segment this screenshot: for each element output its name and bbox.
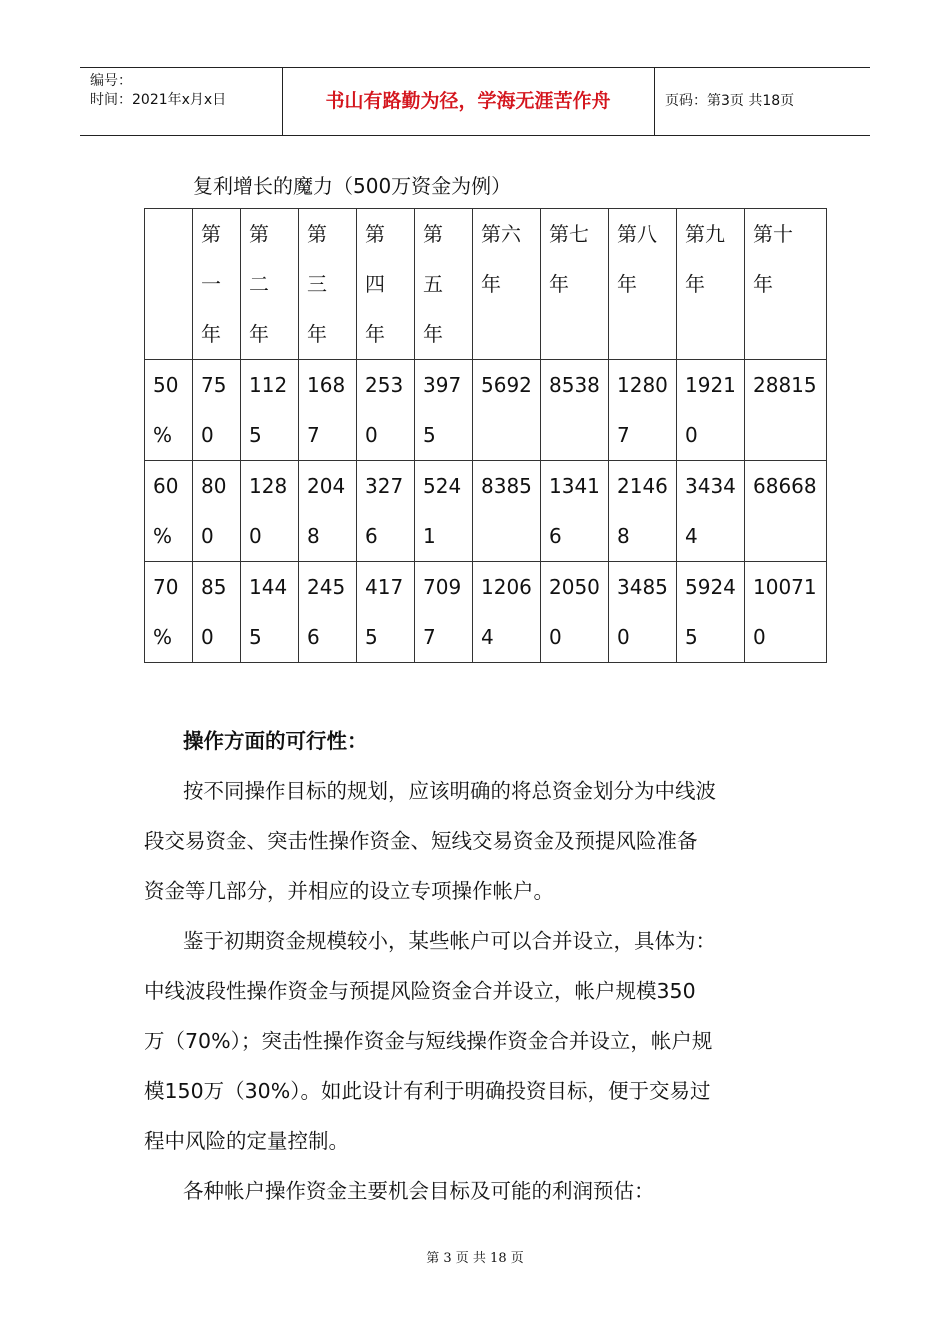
section-heading: 操作方面的可行性：: [183, 729, 368, 753]
cell-text: 1206: [481, 575, 532, 599]
cell-text: 5: [249, 423, 262, 447]
paragraph-line: 程中风险的定量控制。: [144, 1129, 349, 1153]
cell-text: 0: [201, 524, 214, 548]
cell-text: 1341: [549, 474, 600, 498]
value-cell: [193, 360, 241, 461]
page-header: [80, 67, 870, 136]
cell-text: 年: [549, 272, 569, 296]
cell-text: 第六: [481, 222, 521, 246]
cell-text: 四: [365, 272, 385, 296]
cell-text: 6: [365, 524, 378, 548]
value-cell: [241, 461, 299, 562]
cell-text: 0: [249, 524, 262, 548]
cell-text: 50: [153, 373, 179, 397]
year-header-cell: [357, 209, 415, 360]
cell-text: 第: [201, 222, 221, 246]
cell-text: 7: [617, 423, 630, 447]
cell-text: %: [153, 423, 173, 447]
cell-text: 5924: [685, 575, 736, 599]
cell-text: 5: [249, 625, 262, 649]
cell-text: 4: [685, 524, 698, 548]
rate-cell: [145, 461, 193, 562]
paragraph-line: 各种帐户操作资金主要机会目标及可能的利润预估：: [183, 1179, 655, 1203]
value-cell: [541, 461, 609, 562]
value-cell: [745, 461, 827, 562]
value-cell: [473, 461, 541, 562]
cell-text: 一: [201, 272, 221, 296]
cell-text: 5: [423, 423, 436, 447]
cell-text: 709: [423, 575, 462, 599]
value-cell: [609, 461, 677, 562]
cell-text: 第: [423, 222, 443, 246]
table-row: [145, 562, 827, 663]
paragraph-line: 按不同操作目标的规划，应该明确的将总资金划分为中线波: [183, 779, 716, 803]
cell-text: 三: [307, 272, 327, 296]
cell-text: 85: [201, 575, 227, 599]
cell-text: 68668: [753, 474, 817, 498]
value-cell: [193, 461, 241, 562]
value-cell: [745, 562, 827, 663]
header-divider: [654, 68, 655, 135]
page-footer: 第 3 页 共 18 页: [426, 1251, 524, 1266]
cell-text: 二: [249, 272, 269, 296]
paragraph-line: 万（70%）；突击性操作资金与短线操作资金合并设立，帐户规: [144, 1029, 713, 1053]
cell-text: 1921: [685, 373, 736, 397]
cell-text: 0: [549, 625, 562, 649]
cell-text: 75: [201, 373, 227, 397]
serial-label: 编号：: [90, 73, 132, 89]
cell-text: 10071: [753, 575, 817, 599]
cell-text: 70: [153, 575, 179, 599]
paragraph-line: 段交易资金、突击性操作资金、短线交易资金及预提风险准备: [144, 829, 698, 853]
header-meta: [90, 72, 226, 110]
year-header-cell: [241, 209, 299, 360]
table-row: [145, 360, 827, 461]
year-header-cell: [473, 209, 541, 360]
header-divider: [282, 68, 283, 135]
cell-text: 327: [365, 474, 404, 498]
cell-text: 0: [753, 625, 766, 649]
value-cell: [357, 360, 415, 461]
cell-text: 年: [201, 322, 221, 346]
cell-text: 8: [307, 524, 320, 548]
value-cell: [677, 461, 745, 562]
cell-text: 2050: [549, 575, 600, 599]
value-cell: [415, 461, 473, 562]
cell-text: 第七: [549, 222, 589, 246]
cell-text: 112: [249, 373, 288, 397]
cell-text: 5: [365, 625, 378, 649]
year-header-cell: [415, 209, 473, 360]
value-cell: [473, 562, 541, 663]
value-cell: [241, 562, 299, 663]
value-cell: [299, 461, 357, 562]
cell-text: 60: [153, 474, 179, 498]
cell-text: 3434: [685, 474, 736, 498]
cell-text: %: [153, 524, 173, 548]
cell-text: 年: [307, 322, 327, 346]
paragraph-line: 模150万（30%）。如此设计有利于明确投资目标，便于交易过: [144, 1079, 711, 1103]
value-cell: [473, 360, 541, 461]
year-header-cell: [193, 209, 241, 360]
cell-text: 28815: [753, 373, 817, 397]
cell-text: %: [153, 625, 173, 649]
cell-text: 7: [423, 625, 436, 649]
cell-text: 年: [753, 272, 773, 296]
paragraph-line: 资金等几部分，并相应的设立专项操作帐户。: [144, 879, 554, 903]
cell-text: 第十: [753, 222, 793, 246]
cell-text: 80: [201, 474, 227, 498]
cell-text: 524: [423, 474, 462, 498]
cell-text: 5692: [481, 373, 532, 397]
year-header-cell: [609, 209, 677, 360]
cell-text: 年: [423, 322, 443, 346]
table-corner-cell: [145, 209, 193, 360]
cell-text: 第: [307, 222, 327, 246]
cell-text: 417: [365, 575, 404, 599]
cell-text: 8538: [549, 373, 600, 397]
cell-text: 0: [617, 625, 630, 649]
cell-text: 144: [249, 575, 288, 599]
cell-text: 7: [307, 423, 320, 447]
cell-text: 397: [423, 373, 462, 397]
cell-text: 第: [249, 222, 269, 246]
value-cell: [415, 562, 473, 663]
cell-text: 0: [201, 625, 214, 649]
cell-text: 3485: [617, 575, 668, 599]
cell-text: 第: [365, 222, 385, 246]
rate-cell: [145, 360, 193, 461]
table-caption: 复利增长的魔力（500万资金为例）: [193, 174, 512, 198]
cell-text: 0: [201, 423, 214, 447]
value-cell: [193, 562, 241, 663]
cell-text: 6: [307, 625, 320, 649]
cell-text: 8: [617, 524, 630, 548]
cell-text: 1280: [617, 373, 668, 397]
year-header-cell: [541, 209, 609, 360]
value-cell: [745, 360, 827, 461]
cell-text: 年: [365, 322, 385, 346]
paragraph-line: 鉴于初期资金规模较小，某些帐户可以合并设立，具体为：: [183, 929, 716, 953]
cell-text: 0: [685, 423, 698, 447]
year-header-cell: [299, 209, 357, 360]
value-cell: [609, 360, 677, 461]
cell-text: 年: [685, 272, 705, 296]
value-cell: [415, 360, 473, 461]
value-cell: [299, 562, 357, 663]
cell-text: 0: [365, 423, 378, 447]
cell-text: 1: [423, 524, 436, 548]
table-row: [145, 461, 827, 562]
cell-text: 第九: [685, 222, 725, 246]
value-cell: [677, 562, 745, 663]
cell-text: 年: [249, 322, 269, 346]
rate-cell: [145, 562, 193, 663]
cell-text: 5: [685, 625, 698, 649]
date-line: 时间：2021年x月x日: [90, 92, 227, 108]
cell-text: 6: [549, 524, 562, 548]
cell-text: 128: [249, 474, 288, 498]
value-cell: [299, 360, 357, 461]
cell-text: 204: [307, 474, 346, 498]
value-cell: [609, 562, 677, 663]
year-header-cell: [677, 209, 745, 360]
value-cell: [541, 360, 609, 461]
cell-text: 8385: [481, 474, 532, 498]
value-cell: [677, 360, 745, 461]
table-header-row: [145, 209, 827, 360]
cell-text: 五: [423, 272, 443, 296]
cell-text: 年: [481, 272, 501, 296]
cell-text: 2146: [617, 474, 668, 498]
cell-text: 年: [617, 272, 637, 296]
value-cell: [357, 562, 415, 663]
header-page-number: 页码：第3页 共18页: [665, 93, 795, 109]
cell-text: 245: [307, 575, 346, 599]
cell-text: 168: [307, 373, 346, 397]
compound-growth-table: [144, 208, 827, 663]
cell-text: 253: [365, 373, 404, 397]
header-motto: 书山有路勤为径，学海无涯苦作舟: [325, 90, 611, 112]
year-header-cell: [745, 209, 827, 360]
value-cell: [241, 360, 299, 461]
value-cell: [541, 562, 609, 663]
cell-text: 第八: [617, 222, 657, 246]
cell-text: 4: [481, 625, 494, 649]
value-cell: [357, 461, 415, 562]
paragraph-line: 中线波段性操作资金与预提风险资金合并设立，帐户规模350: [144, 979, 696, 1003]
